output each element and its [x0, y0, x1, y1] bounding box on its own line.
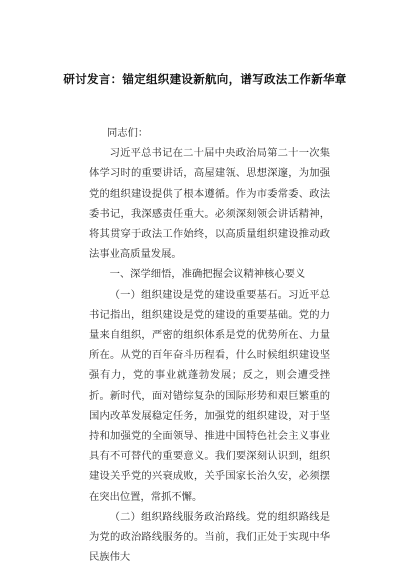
paragraph-subsection-1: （一）组织建设是党的建设重要基石。习近平总书记指出，组织建设是党的建设的重要基础。党的力量来自组织，严密的组织体系是党的优势所在、力量所在。从党的百年奋斗历程看，什么时候组织建设坚强有力，党的事业就蓬勃发展；反之，则会遭受挫折。新时代，面对错综复杂的国际形势和艰巨繁重的国内改革发展稳定任务，加强党的组织建设，对于坚持和加强党的全面领导、推进中国特色社会主义事业具有不可替代的重要意义。我们要深刻认识到，组织建设关乎党的兴衰成败，关乎国家长治久安，必须摆在突出位置，常抓不懈。 [89, 288, 330, 503]
paragraph-intro: 习近平总书记在二十届中央政治局第二十一次集体学习时的重要讲话，高屋建瓴、思想深邃，为加强党的组织建设提供了根本遵循。作为市委常委、政法委书记，我深感责任重大。必须深刻领会讲话精神，将其贯穿于政法工作始终，以高质量组织建设推动政法事业高质量发展。 [89, 147, 330, 261]
section-heading: 一、深学细悟，准确把握会议精神核心要义 [109, 268, 306, 281]
salutation: 同志们： [107, 127, 149, 139]
paragraph-subsection-2: （二）组织路线服务政治路线。党的组织路线是为党的政治路线服务的。当前，我们正处于实现中华民族伟大 [89, 510, 330, 564]
document-body [89, 123, 330, 567]
document-title: 研讨发言：锚定组织建设新航向，谱写政法工作新华章 [63, 72, 347, 86]
